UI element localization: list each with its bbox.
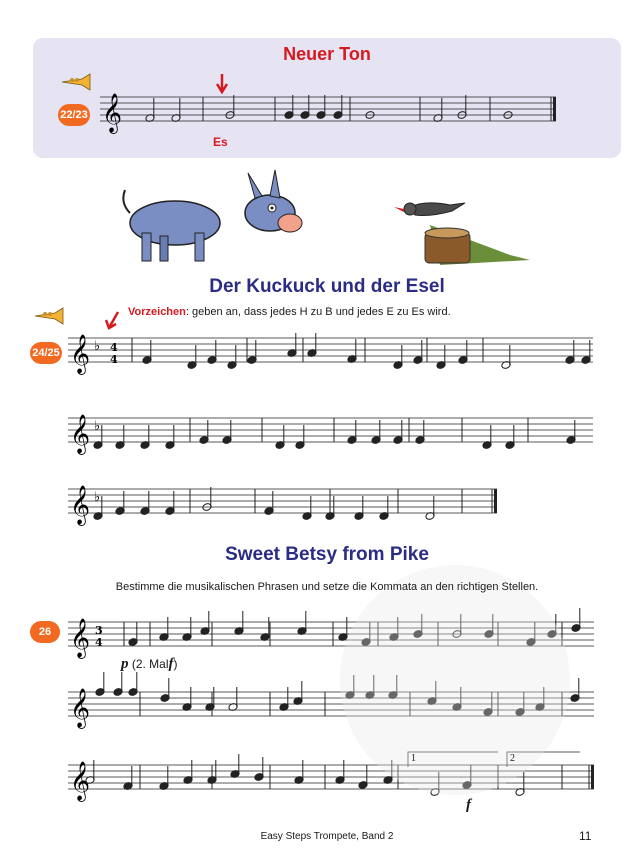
hint-label: Vorzeichen (128, 306, 186, 318)
flat-key-signature: ♭ (94, 339, 101, 354)
time-signature-upper: 4 (110, 341, 118, 354)
track-badge: 22/23 (58, 104, 90, 126)
treble-clef: 𝄞 (70, 485, 91, 525)
dynamic-f: f (168, 656, 174, 672)
arrow-down-icon (106, 312, 118, 328)
new-note-label: Es (213, 135, 228, 149)
hint-text: : geben an, dass jedes H zu B und jedes E zu Es wird. (185, 306, 451, 318)
dynamic-note: (2. Mal (131, 657, 169, 671)
dynamic-f-end: f (466, 797, 471, 813)
treble-clef: 𝄞 (70, 334, 91, 374)
final-bar-line (553, 97, 556, 121)
treble-clef: 𝄞 (70, 618, 91, 658)
page-number: 11 (579, 829, 592, 843)
key-signature-hint (128, 306, 451, 318)
arrow-down-icon (217, 74, 227, 92)
dynamic-p: p (121, 656, 129, 672)
flat-key-signature: ♭ (94, 419, 101, 434)
ending-1-label: 1 (411, 753, 416, 764)
footer-book-title: Easy Steps Trompete, Band 2 (260, 831, 394, 842)
cuckoo-illustration (380, 195, 530, 275)
final-bar-line (591, 765, 594, 789)
flat-key-signature: ♭ (94, 490, 101, 505)
ending-2-label: 2 (510, 753, 515, 764)
treble-clef: 𝄞 (102, 93, 123, 133)
panel-title: Neuer Ton (283, 44, 371, 64)
track-badge: 26 (30, 621, 60, 643)
treble-clef: 𝄞 (70, 414, 91, 454)
treble-clef: 𝄞 (70, 688, 91, 728)
treble-clef: 𝄞 (70, 761, 91, 801)
trumpet-icon (33, 306, 73, 326)
watermark-logo (340, 565, 570, 795)
time-signature-upper: 3 (95, 624, 103, 637)
instruction-text: Bestimme die musikalischen Phrasen und setze die Kommata an den richtigen Stellen. (115, 581, 539, 593)
track-badge: 24/25 (30, 342, 62, 364)
dynamic-close: ) (173, 657, 178, 671)
song-title-betsy: Sweet Betsy from Pike (225, 544, 429, 565)
song-title-kuckuck: Der Kuckuck und der Esel (209, 276, 445, 297)
time-signature-lower: 4 (110, 353, 118, 366)
time-signature-lower: 4 (95, 636, 103, 649)
donkey-illustration (120, 168, 310, 268)
final-bar-line (494, 489, 497, 513)
dynamic-marking (121, 656, 178, 673)
